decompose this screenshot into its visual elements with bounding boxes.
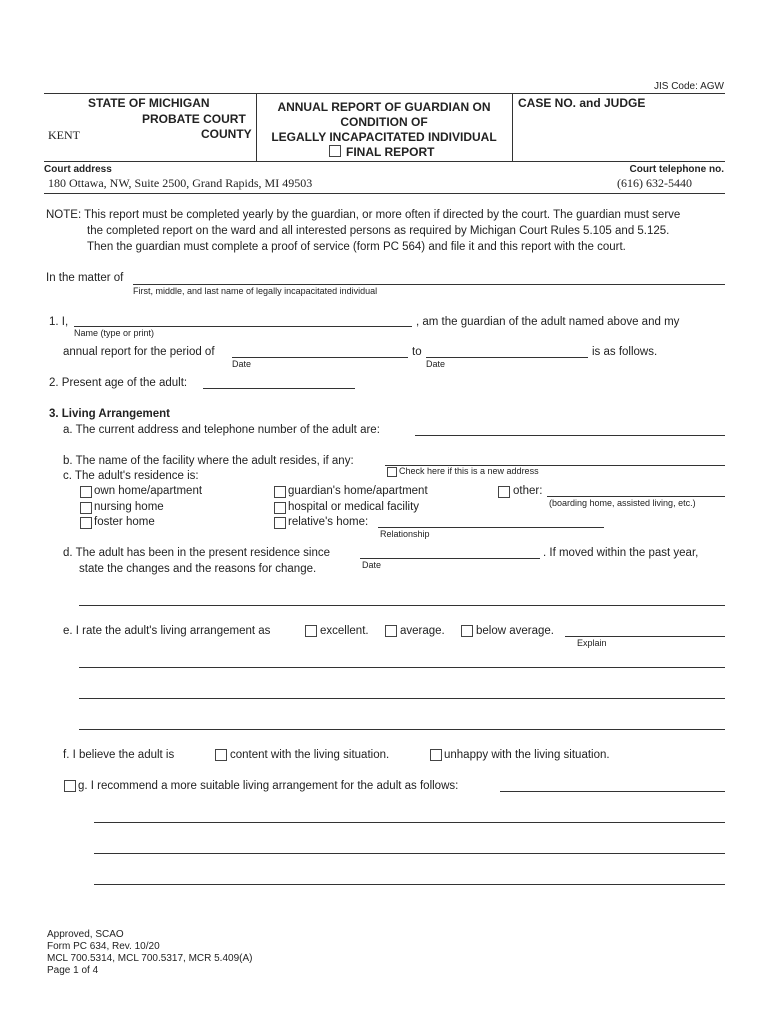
relationship-sublabel: Relationship [380,529,430,539]
below-average-label: below average. [476,625,554,637]
own-home-label: own home/apartment [94,485,203,497]
guardian-name-field[interactable] [74,326,412,327]
excellent-checkbox[interactable] [305,625,317,637]
period-start-sublabel: Date [232,359,252,369]
content-checkbox[interactable] [215,749,227,761]
item3b-label: b. The name of the facility where the adult resides, if any: [63,455,354,467]
hospital-checkbox[interactable] [274,502,286,514]
unhappy-label: unhappy with the living situation. [444,749,610,761]
period-end-field[interactable] [426,357,588,358]
note-line-2: the completed report on the ward and all interested persons as required by Michigan Court Rules 5.105 and 5.125. [87,225,670,237]
matter-name-field[interactable] [133,284,725,285]
nursing-home-checkbox[interactable] [80,502,92,514]
form-title-line2: CONDITION OF [340,115,428,129]
foster-home-checkbox[interactable] [80,517,92,529]
footer-page: Page 1 of 4 [47,965,99,976]
period-to: to [412,346,422,358]
item1-prefix: 1. I, [49,316,69,328]
period-label: annual report for the period of [63,346,215,358]
current-address-field[interactable] [415,435,725,436]
recommend-checkbox[interactable] [64,780,76,792]
note-line-1: NOTE: This report must be completed yearly by the guardian, or more often if directed by the court. The guardian must serve [46,209,681,221]
county-name: KENT [48,128,80,142]
caption-top-rule [44,93,725,94]
guardian-name-sublabel: Name (type or print) [74,328,155,338]
note-line-3: Then the guardian must complete a proof of service (form PC 564) and file it and this report with the court. [87,241,626,253]
other-label: other: [513,485,543,497]
case-no-label: CASE NO. and JUDGE [518,96,646,110]
matter-sublabel: First, middle, and last name of legally incapacitated individual [133,286,378,296]
guardian-home-checkbox[interactable] [274,486,286,498]
item3g-label: g. I recommend a more suitable living arrangement for the adult as follows: [78,780,459,792]
court-address-label: Court address [44,164,112,175]
caption-divider-2 [512,93,513,161]
court-phone: (616) 632-5440 [617,176,692,190]
unhappy-checkbox[interactable] [430,749,442,761]
recommend-line-2[interactable] [94,853,725,854]
relative-home-checkbox[interactable] [274,517,286,529]
new-address-label: Check here if this is a new address [399,466,539,476]
period-start-field[interactable] [232,357,408,358]
court-label: PROBATE COURT [142,112,246,126]
new-address-checkbox[interactable] [387,467,397,477]
explain-line-2[interactable] [79,698,725,699]
other-field[interactable] [547,496,725,497]
explain-line-3[interactable] [79,729,725,730]
jis-code: JIS Code: AGW [653,81,724,92]
average-label: average. [400,625,445,637]
court-phone-label: Court telephone no. [629,164,724,175]
recommend-line-3[interactable] [94,884,725,885]
item3d-suffix: . If moved within the past year, [543,547,699,559]
nursing-home-label: nursing home [94,501,164,513]
period-end-sublabel: Date [426,359,446,369]
item3d-label: d. The adult has been in the present residence since [63,547,331,559]
age-field[interactable] [203,388,355,389]
footer-statutes: MCL 700.5314, MCL 700.5317, MCR 5.409(A) [47,953,253,964]
living-arrangement-heading: 3. Living Arrangement [49,408,170,420]
explain-line-1[interactable] [79,667,725,668]
guardian-home-label: guardian's home/apartment [288,485,428,497]
content-label: content with the living situation. [230,749,390,761]
changes-field[interactable] [79,605,725,606]
form-title-line1: ANNUAL REPORT OF GUARDIAN ON [277,100,491,114]
matter-label: In the matter of [46,272,124,284]
recommend-field[interactable] [500,791,725,792]
item3e-label: e. I rate the adult's living arrangement as [63,625,271,637]
state-label: STATE OF MICHIGAN [88,96,210,110]
relative-home-label: relative's home: [288,516,369,528]
other-sublabel: (boarding home, assisted living, etc.) [549,498,696,508]
caption-mid-rule [44,161,725,162]
item3c-label: c. The adult's residence is: [63,470,199,482]
footer-form-number: Form PC 634, Rev. 10/20 [47,941,160,952]
age-label: 2. Present age of the adult: [49,377,188,389]
explain-field[interactable] [565,636,725,637]
recommend-line-1[interactable] [94,822,725,823]
item1-suffix: , am the guardian of the adult named above and my [416,316,680,328]
form-title-line3: LEGALLY INCAPACITATED INDIVIDUAL [271,130,497,144]
own-home-checkbox[interactable] [80,486,92,498]
hospital-label: hospital or medical facility [288,501,420,513]
explain-sublabel: Explain [577,638,607,648]
item3a-label: a. The current address and telephone number of the adult are: [63,424,380,436]
caption-divider-1 [256,93,257,161]
county-label: COUNTY [201,127,252,141]
period-follows: is as follows. [592,346,658,358]
foster-home-label: foster home [94,516,155,528]
court-address: 180 Ottawa, NW, Suite 2500, Grand Rapids, MI 49503 [48,176,313,190]
relationship-field[interactable] [378,527,604,528]
average-checkbox[interactable] [385,625,397,637]
residence-since-field[interactable] [360,558,540,559]
final-report-checkbox[interactable] [329,145,341,157]
final-report-label: FINAL REPORT [346,145,435,159]
caption-bottom-rule [44,193,725,194]
footer-approved: Approved, SCAO [47,929,124,940]
item3d-line2: state the changes and the reasons for change. [79,563,317,575]
below-average-checkbox[interactable] [461,625,473,637]
item3f-label: f. I believe the adult is [63,749,175,761]
other-checkbox[interactable] [498,486,510,498]
residence-since-sublabel: Date [362,560,382,570]
excellent-label: excellent. [320,625,369,637]
